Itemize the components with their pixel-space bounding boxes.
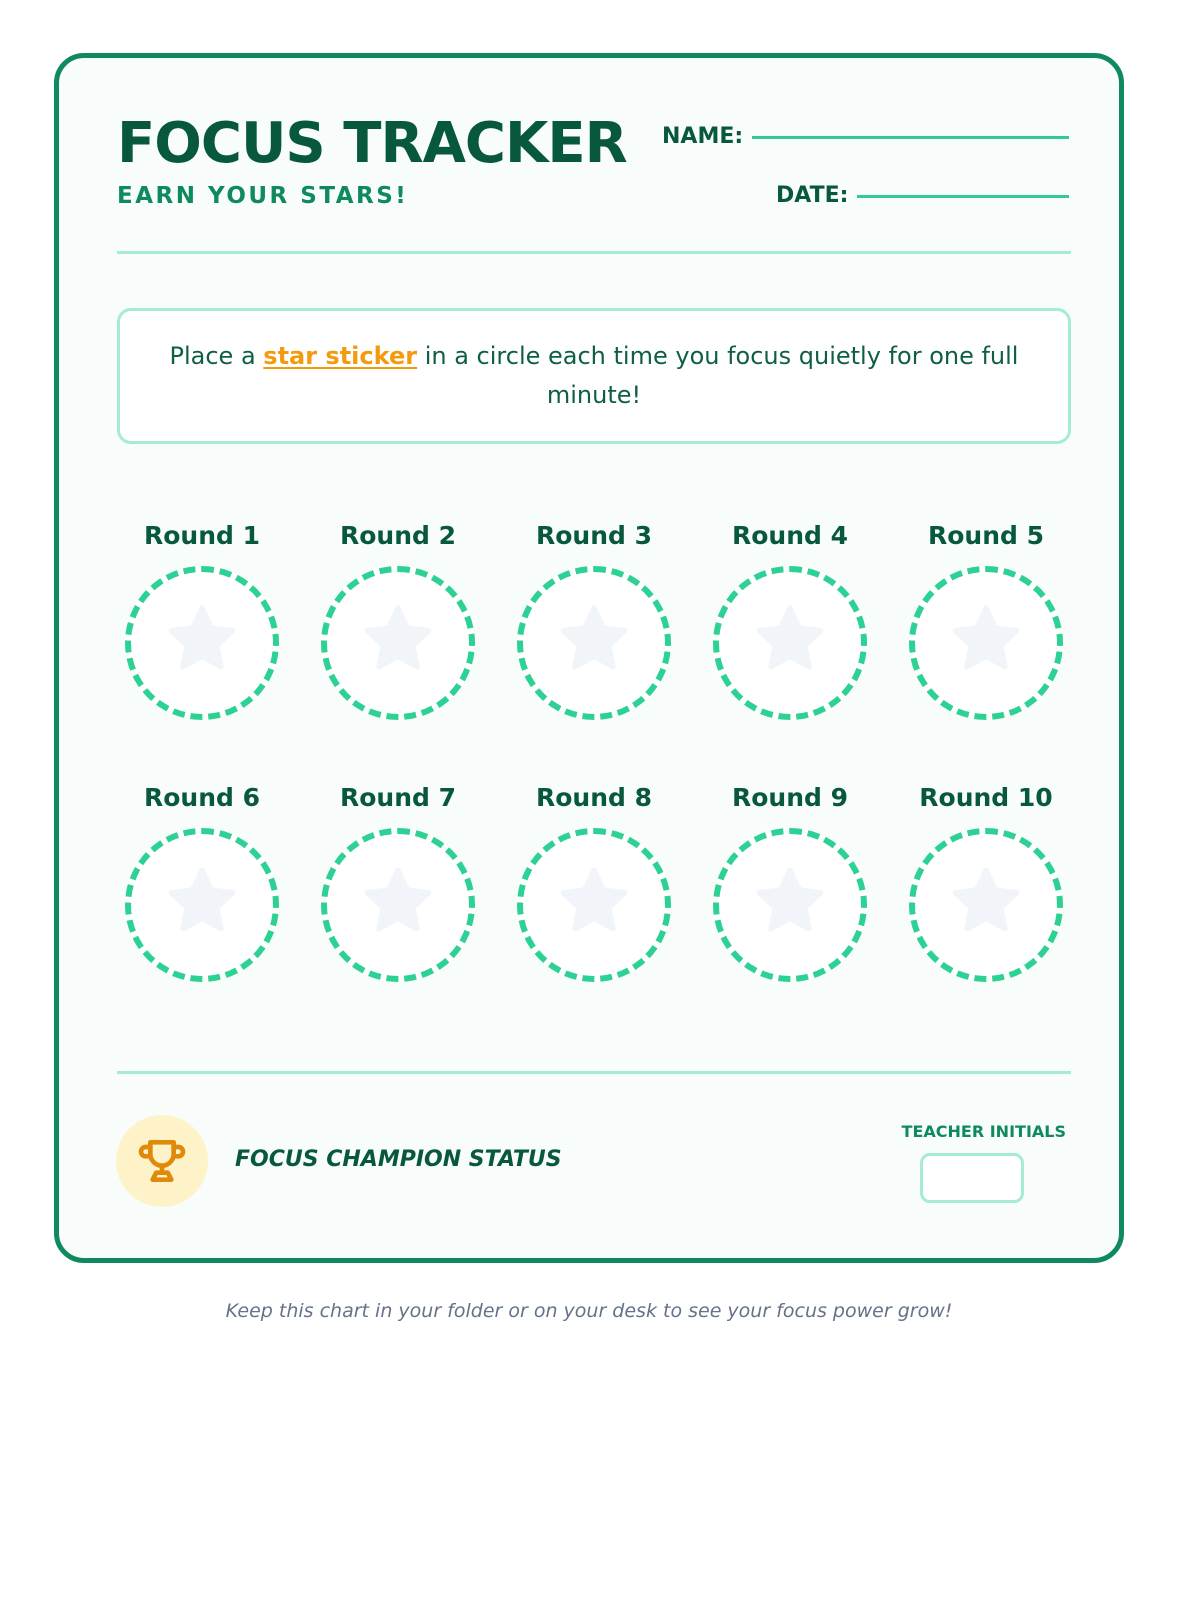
star-icon (163, 862, 241, 940)
round-label: Round 10 (919, 783, 1053, 812)
footer-note: Keep this chart in your folder or on your desk to see your focus power grow! (225, 1300, 953, 1322)
instruction-box (117, 308, 1071, 444)
round-slot-7 (313, 783, 483, 993)
round-slot-10 (901, 783, 1071, 993)
star-icon (359, 862, 437, 940)
sticker-circle[interactable] (321, 828, 475, 982)
round-slot-8 (509, 783, 679, 993)
star-sticker-highlight: star sticker (263, 342, 418, 370)
sticker-circle[interactable] (909, 828, 1063, 982)
star-icon (555, 600, 633, 678)
instruction-text (160, 337, 1028, 415)
star-icon (751, 600, 829, 678)
instruction-text-end: in a circle each time you focus quietly for one full minute! (417, 342, 1019, 409)
page-subtitle: EARN YOUR STARS! (117, 183, 409, 209)
sticker-circle[interactable] (517, 828, 671, 982)
header-divider (117, 251, 1071, 254)
name-field-line[interactable] (752, 136, 1069, 139)
round-slot-1 (117, 521, 287, 731)
round-label: Round 7 (339, 783, 456, 812)
star-icon (947, 862, 1025, 940)
round-label: Round 9 (731, 783, 848, 812)
round-label: Round 6 (143, 783, 260, 812)
sticker-circle[interactable] (713, 566, 867, 720)
sticker-circle[interactable] (713, 828, 867, 982)
sticker-circle[interactable] (125, 828, 279, 982)
round-slot-2 (313, 521, 483, 731)
round-label: Round 1 (143, 521, 260, 550)
round-label: Round 3 (535, 521, 652, 550)
trophy-icon (134, 1133, 190, 1189)
round-slot-6 (117, 783, 287, 993)
sticker-circle[interactable] (909, 566, 1063, 720)
star-icon (751, 862, 829, 940)
sticker-circle[interactable] (321, 566, 475, 720)
round-label: Round 4 (731, 521, 848, 550)
date-label: DATE: (776, 183, 849, 208)
name-label: NAME: (662, 124, 744, 149)
sticker-circle[interactable] (517, 566, 671, 720)
round-label: Round 2 (339, 521, 456, 550)
footer-divider (117, 1071, 1071, 1074)
sticker-circle[interactable] (125, 566, 279, 720)
champion-status-label: FOCUS CHAMPION STATUS (235, 1147, 562, 1172)
star-icon (555, 862, 633, 940)
teacher-initials-box[interactable] (920, 1153, 1024, 1203)
round-label: Round 8 (535, 783, 652, 812)
teacher-initials-label: TEACHER INITIALS (901, 1122, 1066, 1141)
instruction-text-start: Place a (169, 342, 264, 370)
trophy-badge (116, 1115, 208, 1207)
star-icon (359, 600, 437, 678)
round-slot-4 (705, 521, 875, 731)
round-slot-9 (705, 783, 875, 993)
round-slot-3 (509, 521, 679, 731)
round-label: Round 5 (927, 521, 1044, 550)
star-icon (947, 600, 1025, 678)
round-slot-5 (901, 521, 1071, 731)
tracker-card (54, 53, 1124, 1263)
star-icon (163, 600, 241, 678)
date-field-line[interactable] (857, 195, 1069, 198)
page-title: FOCUS TRACKER (117, 111, 627, 176)
